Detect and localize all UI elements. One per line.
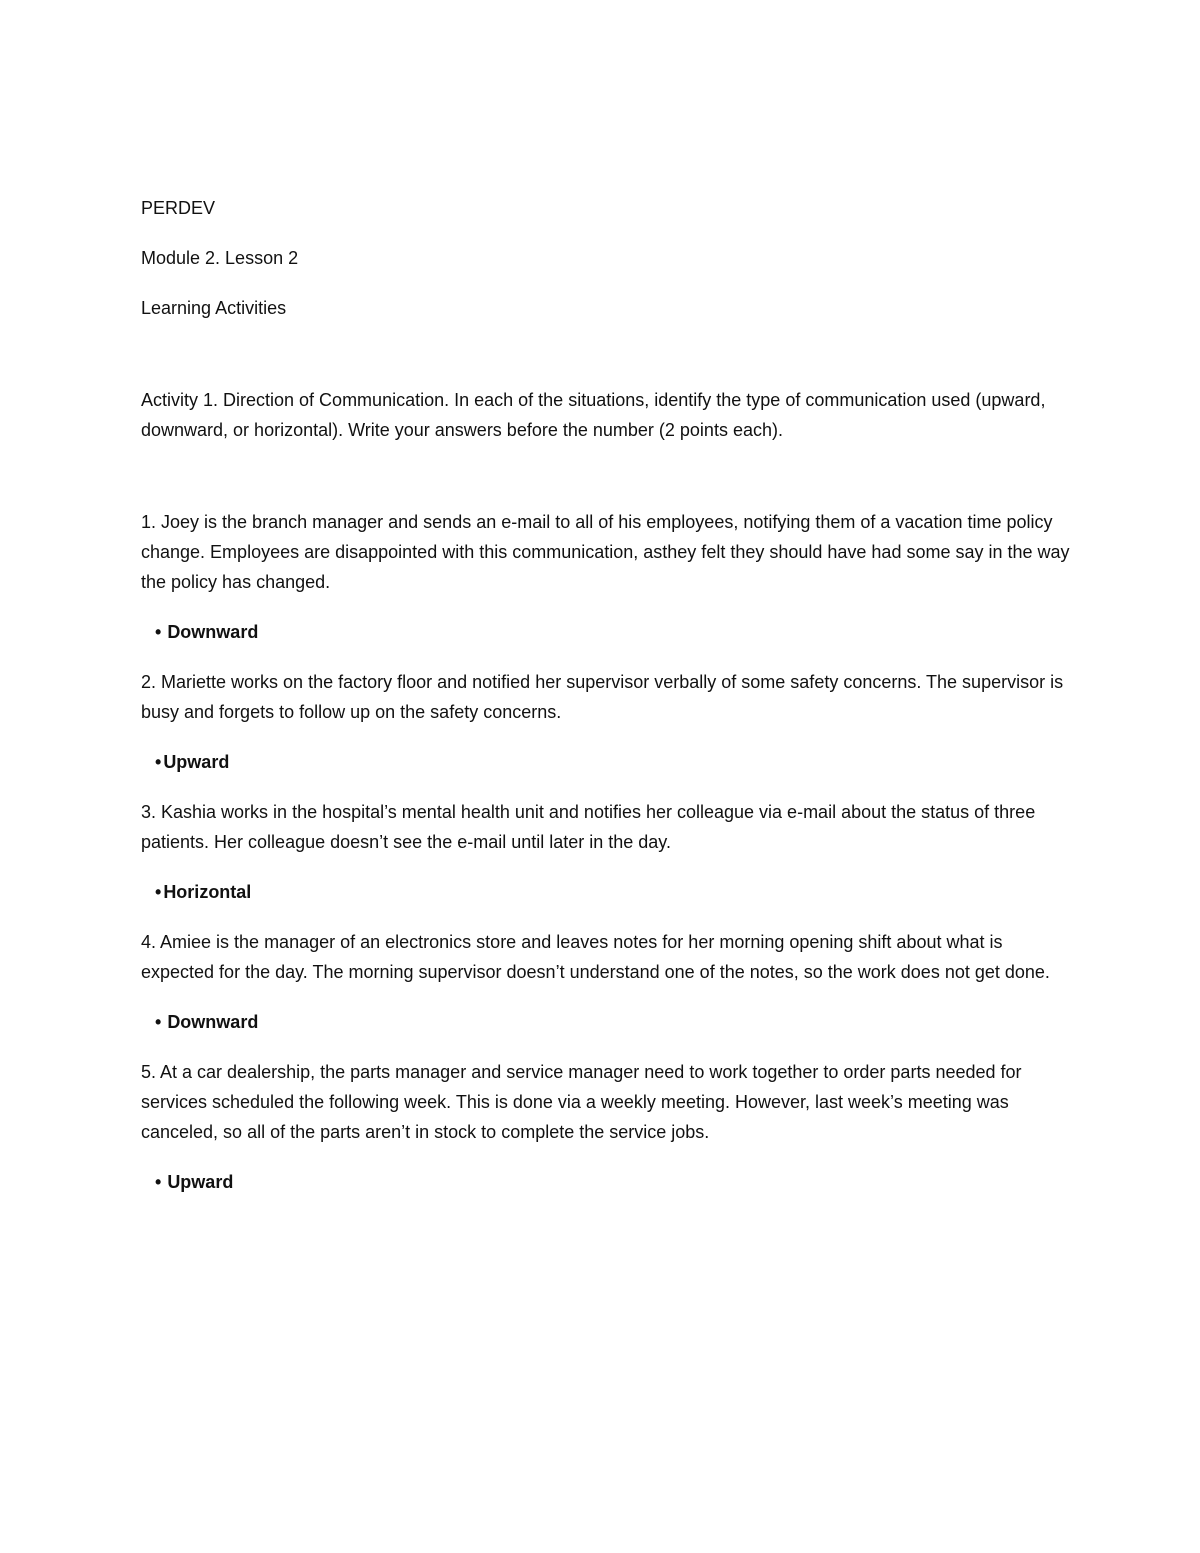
question-text: 1. Joey is the branch manager and sends an e-mail to all of his employees, notifying them of a vacation time policy change. Employees are disappointed with this communication, asthey felt they should have had some say in the way the policy has changed. (141, 512, 1070, 592)
bullet-icon: • (155, 882, 162, 902)
answer-text: Upward (163, 752, 230, 772)
bullet-icon: • (155, 752, 162, 772)
question-item (141, 507, 1071, 647)
spacer (141, 323, 1071, 385)
question-item (141, 797, 1071, 907)
answer (155, 747, 1071, 777)
answer-text: Downward (167, 622, 259, 642)
question-item (141, 667, 1071, 777)
activity-instructions: Activity 1. Direction of Communication. In each of the situations, identify the type of communication used (upward, downward, or horizontal). Write your answers before the number (2 points each). (141, 390, 1046, 440)
bullet-icon: • (155, 1012, 162, 1032)
bullet-icon: • (155, 622, 162, 642)
question-item (141, 927, 1071, 1037)
question-text: 2. Mariette works on the factory floor and notified her supervisor verbally of some safety concerns. The supervisor is busy and forgets to follow up on the safety concerns. (141, 672, 1064, 722)
subject-heading: PERDEV (141, 198, 216, 218)
answer (155, 1167, 1071, 1197)
spacer (141, 445, 1071, 507)
module-heading: Module 2. Lesson 2 (141, 248, 299, 268)
section-heading: Learning Activities (141, 298, 287, 318)
document-body (141, 193, 1071, 1217)
question-text: 4. Amiee is the manager of an electronics store and leaves notes for her morning opening shift about what is expected for the day. The morning supervisor doesn’t understand one of the notes, so the work does not get done. (141, 932, 1050, 982)
bullet-icon: • (155, 1172, 162, 1192)
answer (155, 877, 1071, 907)
question-text: 3. Kashia works in the hospital’s mental health unit and notifies her colleague via e-mail about the status of three patients. Her colleague doesn’t see the e-mail until later in the day. (141, 802, 1036, 852)
answer-text: Horizontal (163, 882, 252, 902)
question-item (141, 1057, 1071, 1197)
answer (155, 1007, 1071, 1037)
answer (155, 617, 1071, 647)
answer-text: Upward (167, 1172, 234, 1192)
question-text: 5. At a car dealership, the parts manager and service manager need to work together to order parts needed for services scheduled the following week. This is done via a weekly meeting. However, last week’s meeting was canceled, so all of the parts aren’t in stock to complete the service jobs. (141, 1062, 1022, 1142)
answer-text: Downward (167, 1012, 259, 1032)
